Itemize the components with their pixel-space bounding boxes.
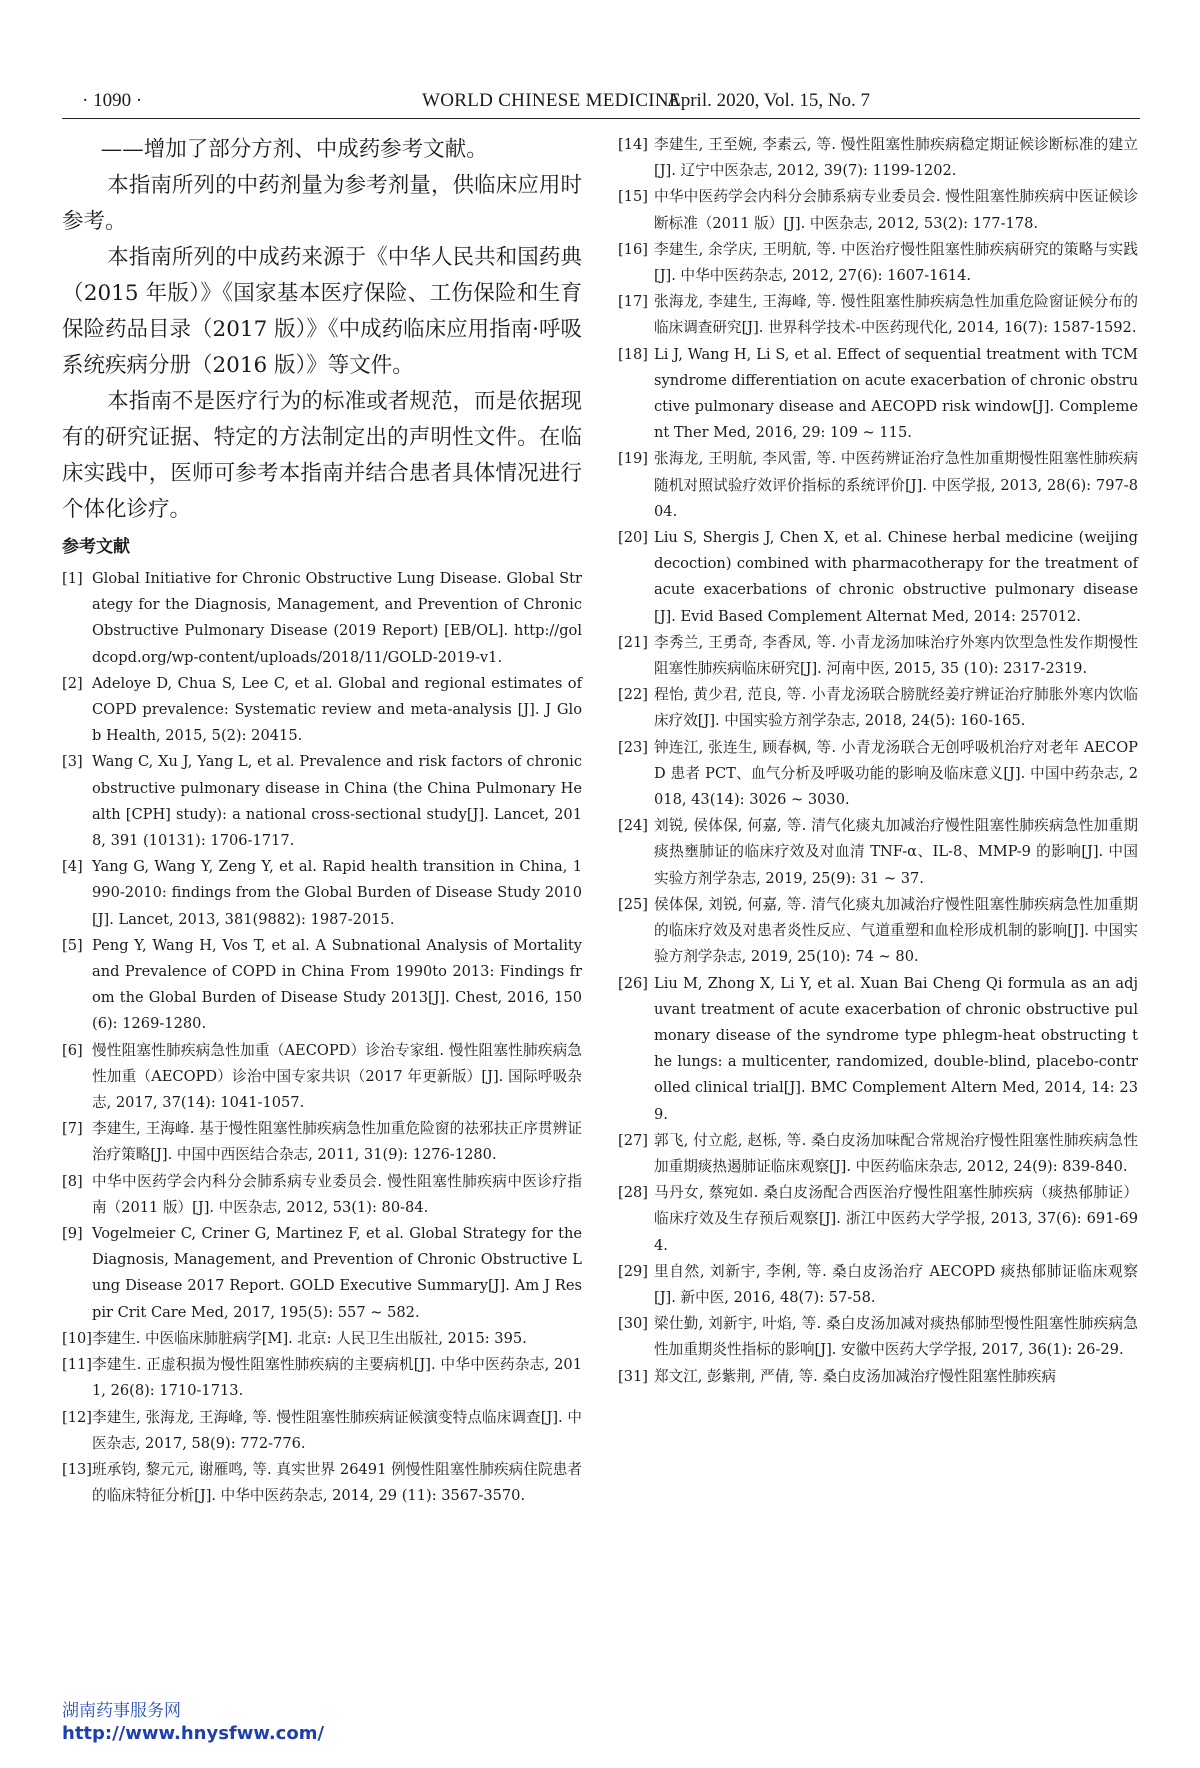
reference-number: [26] <box>618 974 648 992</box>
reference-item <box>62 1457 582 1509</box>
reference-text: 郭飞, 付立彪, 赵栎, 等. 桑白皮汤加味配合常规治疗慢性阻塞性肺疾病急性加重期痰热遏肺证临床观察[J]. 中医药临床杂志, 2012, 24(9): 839-840. <box>654 1131 1138 1175</box>
reference-number: [31] <box>618 1367 648 1385</box>
reference-number: [1] <box>62 570 83 587</box>
reference-text: 慢性阻塞性肺疾病急性加重（AECOPD）诊治专家组. 慢性阻塞性肺疾病急性加重（AECOPD）诊治中国专家共识（2017 年更新版）[J]. 国际呼吸杂志, 2017, 37(14): 1041-1057. <box>92 1041 582 1112</box>
reference-text: Yang G, Wang Y, Zeng Y, et al. Rapid health transition in China, 1990-2010: findings from the Global Burden of Disease Study 2010 [J]. Lancet, 2013, 381(9882): 1987-2015. <box>92 858 582 928</box>
reference-number: [15] <box>618 188 648 206</box>
reference-text: 李建生, 王至婉, 李素云, 等. 慢性阻塞性肺疾病稳定期证候诊断标准的建立[J]. 辽宁中医杂志, 2012, 39(7): 1199-1202. <box>654 136 1138 180</box>
reference-item <box>62 1352 582 1404</box>
reference-text: 里自然, 刘新宇, 李俐, 等. 桑白皮汤治疗 AECOPD 痰热郁肺证临床观察[J]. 新中医, 2016, 48(7): 57-58. <box>654 1262 1138 1306</box>
reference-number: [28] <box>618 1184 648 1202</box>
right-column <box>618 132 1138 1390</box>
reference-item <box>618 1128 1138 1180</box>
reference-item <box>62 566 582 671</box>
header-rule <box>62 118 1140 119</box>
reference-number: [21] <box>618 633 648 651</box>
reference-item <box>62 1326 582 1352</box>
reference-item <box>62 854 582 933</box>
reference-number: [7] <box>62 1120 83 1138</box>
left-column <box>62 132 582 1509</box>
reference-number: [10] <box>62 1329 92 1347</box>
reference-text: 马丹女, 蔡宛如. 桑白皮汤配合西医治疗慢性阻塞性肺疾病（痰热郁肺证）临床疗效及生存预后观察[J]. 浙江中医药大学学报, 2013, 37(6): 691-694. <box>654 1184 1138 1254</box>
reference-text: Li J, Wang H, Li S, et al. Effect of sequential treatment with TCM syndrome differentiation on acute exacerbation of chronic obstructive pulmonary disease and AECOPD risk window[J]. Complement Ther Med, 2016, 29: 109 ~ 115. <box>654 345 1138 442</box>
reference-number: [18] <box>618 345 648 363</box>
references-heading: 参考文献 <box>62 537 130 557</box>
reference-number: [16] <box>618 240 648 258</box>
reference-number: [9] <box>62 1225 83 1243</box>
reference-number: [14] <box>618 136 648 153</box>
reference-text: Liu S, Shergis J, Chen X, et al. Chinese herbal medicine (weijing decoction) combined with pharmacotherapy for the treatment of acute exacerbations of chronic obstructive pulmonary disease [J]. Evid Based Complement Alternat Med, 2014: 257012. <box>654 529 1138 625</box>
issue-info: April. 2020, Vol. 15, No. 7 <box>667 90 871 111</box>
reference-number: [22] <box>618 686 648 704</box>
reference-text: Vogelmeier C, Criner G, Martinez F, et al. Global Strategy for the Diagnosis, Management, and Prevention of Chronic Obstructive Lung Disease 2017 Report. GOLD Executive Summary[J]. Am J Respir Crit Care Med, 2017, 195(5): 557 ~ 582. <box>92 1225 582 1321</box>
reference-item <box>618 1180 1138 1259</box>
reference-item <box>618 342 1138 447</box>
reference-text: Wang C, Xu J, Yang L, et al. Prevalence and risk factors of chronic obstructive pulmonary disease in China (the China Pulmonary Health [CPH] study): a national cross-sectional study[J]. Lancet, 2018, 391 (10131): 1706-1717. <box>92 753 582 850</box>
reference-text: 班承钧, 黎元元, 谢雁鸣, 等. 真实世界 26491 例慢性阻塞性肺疾病住院患者的临床特征分析[J]. 中华中医药杂志, 2014, 29 (11): 3567-3570. <box>92 1460 582 1505</box>
journal-name: WORLD CHINESE MEDICINE <box>422 90 681 111</box>
body-paragraph: 本指南不是医疗行为的标准或者规范，而是依据现有的研究证据、特定的方法制定出的声明性文件。在临床实践中，医师可参考本指南并结合患者具体情况进行个体化诊疗。 <box>62 389 582 522</box>
reference-item <box>618 813 1138 892</box>
reference-text: 李建生. 正虚积损为慢性阻塞性肺疾病的主要病机[J]. 中华中医药杂志, 2011, 26(8): 1710-1713. <box>92 1356 582 1400</box>
reference-number: [30] <box>618 1315 648 1333</box>
reference-text: Peng Y, Wang H, Vos T, et al. A Subnational Analysis of Mortality and Prevalence of COPD in China From 1990to 2013: Findings from the Global Burden of Disease Study 2013[J]. Chest, 2016, 150(6): 1269-1280. <box>92 936 582 1033</box>
reference-item <box>618 132 1138 184</box>
reference-number: [2] <box>62 674 83 692</box>
reference-text: 中华中医药学会内科分会肺系病专业委员会. 慢性阻塞性肺疾病中医证候诊断标准（2011 版）[J]. 中医杂志, 2012, 53(2): 177-178. <box>654 188 1138 232</box>
reference-text: Global Initiative for Chronic Obstructive Lung Disease. Global Strategy for the Diagnosis, Management, and Prevention of Chronic Obstructive Pulmonary Disease (2019 Report) [EB/OL]. http://goldcopd.org/wp-content/uploads/2018/11/GOLD-2019-v1. <box>92 570 582 666</box>
reference-text: 郑文江, 彭紫荆, 严倩, 等. 桑白皮汤加减治疗慢性阻塞性肺疾病 <box>654 1367 1056 1385</box>
reference-number: [17] <box>618 293 648 311</box>
body-paragraph: 本指南所列的中成药来源于《中华人民共和国药典（2015 年版）》《国家基本医疗保险、工伤保险和生育保险药品目录（2017 版）》《中成药临床应用指南·呼吸系统疾病分册（2016 版）》等文件。 <box>62 245 582 378</box>
reference-number: [4] <box>62 858 83 876</box>
reference-text: Liu M, Zhong X, Li Y, et al. Xuan Bai Cheng Qi formula as an adjuvant treatment of acute exacerbation of chronic obstructive pulmonary disease of the syndrome type phlegm-heat obstructing the lungs: a multicenter, randomized, double-blind, placebo-controlled clinical trial[J]. BMC Complement Altern Med, 2014, 14: 239. <box>654 974 1138 1123</box>
watermark-footer <box>62 1700 324 1746</box>
reference-number: [11] <box>62 1356 92 1374</box>
reference-item <box>618 630 1138 682</box>
reference-item <box>62 1221 582 1326</box>
reference-text: 张海龙, 王明航, 李风雷, 等. 中医药辨证治疗急性加重期慢性阻塞性肺疾病随机对照试验疗效评价指标的系统评价[J]. 中医学报, 2013, 28(6): 797-804. <box>654 450 1138 520</box>
reference-item <box>62 933 582 1038</box>
reference-item <box>62 1038 582 1117</box>
reference-number: [12] <box>62 1408 92 1426</box>
reference-text: 李建生, 张海龙, 王海峰, 等. 慢性阻塞性肺疾病证候演变特点临床调查[J]. 中医杂志, 2017, 58(9): 772-776. <box>92 1408 582 1452</box>
reference-item <box>618 971 1138 1128</box>
body-paragraph: ——增加了部分方剂、中成药参考文献。 <box>100 137 488 162</box>
reference-item <box>618 525 1138 630</box>
reference-text: 刘锐, 侯体保, 何嘉, 等. 清气化痰丸加减治疗慢性阻塞性肺疾病急性加重期痰热壅肺证的临床疗效及对血清 TNF-α、IL-8、MMP-9 的影响[J]. 中国实验方剂学杂志, 2019, 25(9): 31 ~ 37. <box>654 817 1138 887</box>
reference-item <box>62 1116 582 1168</box>
reference-text: 李建生, 余学庆, 王明航, 等. 中医治疗慢性阻塞性肺疾病研究的策略与实践[J]. 中华中医药杂志, 2012, 27(6): 1607-1614. <box>654 240 1138 285</box>
reference-text: 李建生. 中医临床肺脏病学[M]. 北京: 人民卫生出版社, 2015: 395. <box>92 1329 527 1347</box>
site-name: 湖南药事服务网 <box>62 1701 181 1721</box>
reference-number: [25] <box>618 895 648 913</box>
reference-number: [8] <box>62 1172 83 1190</box>
reference-number: [20] <box>618 529 648 547</box>
reference-text: 中华中医药学会内科分会肺系病专业委员会. 慢性阻塞性肺疾病中医诊疗指南（2011 版）[J]. 中医杂志, 2012, 53(1): 80-84. <box>92 1172 582 1216</box>
reference-item <box>618 1259 1138 1311</box>
reference-item <box>62 1405 582 1457</box>
reference-number: [27] <box>618 1131 648 1149</box>
body-paragraph: 本指南所列的中药剂量为参考剂量，供临床应用时参考。 <box>62 173 582 234</box>
reference-number: [3] <box>62 753 83 771</box>
reference-number: [23] <box>618 738 648 756</box>
reference-number: [6] <box>62 1041 83 1059</box>
reference-item <box>618 735 1138 814</box>
reference-item <box>618 892 1138 971</box>
reference-text: 钟连江, 张连生, 顾春枫, 等. 小青龙汤联合无创呼吸机治疗对老年 AECOPD 患者 PCT、血气分析及呼吸功能的影响及临床意义[J]. 中国中药杂志, 2018, 43(14): 3026 ~ 3030. <box>654 738 1138 809</box>
reference-text: 程怡, 黄少君, 范良, 等. 小青龙汤联合膀胱经姜疗辨证治疗肺胀外寒内饮临床疗效[J]. 中国实验方剂学杂志, 2018, 24(5): 160-165. <box>654 686 1138 730</box>
reference-item <box>618 237 1138 289</box>
page-number: · 1090 · <box>82 90 143 111</box>
reference-item <box>618 289 1138 341</box>
reference-item <box>618 682 1138 734</box>
site-url-link[interactable]: http://www.hnysfww.com/ <box>62 1723 325 1744</box>
reference-text: Adeloye D, Chua S, Lee C, et al. Global and regional estimates of COPD prevalence: Systematic review and meta-analysis [J]. J Glob Health, 2015, 5(2): 20415. <box>92 674 582 745</box>
reference-number: [24] <box>618 817 648 835</box>
reference-text: 梁仕勤, 刘新宇, 叶焰, 等. 桑白皮汤加减对痰热郁肺型慢性阻塞性肺疾病急性加重期炎性指标的影响[J]. 安徽中医药大学学报, 2017, 36(1): 26-29. <box>654 1315 1138 1359</box>
reference-item <box>618 446 1138 525</box>
reference-text: 李建生, 王海峰. 基于慢性阻塞性肺疾病急性加重危险窗的祛邪扶正序贯辨证治疗策略[J]. 中国中西医结合杂志, 2011, 31(9): 1276-1280. <box>92 1120 582 1164</box>
reference-number: [19] <box>618 450 648 468</box>
reference-number: [29] <box>618 1262 648 1280</box>
reference-item <box>618 1311 1138 1363</box>
reference-text: 侯体保, 刘锐, 何嘉, 等. 清气化痰丸加减治疗慢性阻塞性肺疾病急性加重期的临床疗效及对患者炎性反应、气道重塑和血栓形成机制的影响[J]. 中国实验方剂学杂志, 2019, 25(10): 74 ~ 80. <box>654 895 1138 966</box>
reference-number: [5] <box>62 936 83 954</box>
reference-item <box>62 749 582 854</box>
reference-number: [13] <box>62 1460 92 1478</box>
reference-item <box>62 1169 582 1221</box>
reference-item <box>618 184 1138 236</box>
reference-text: 李秀兰, 王勇奇, 李香凤, 等. 小青龙汤加味治疗外寒内饮型急性发作期慢性阻塞性肺疾病临床研究[J]. 河南中医, 2015, 35 (10): 2317-2319. <box>654 633 1138 678</box>
reference-item <box>618 1364 1138 1390</box>
reference-item <box>62 671 582 750</box>
reference-text: 张海龙, 李建生, 王海峰, 等. 慢性阻塞性肺疾病急性加重危险窗证候分布的临床调查研究[J]. 世界科学技术-中医药现代化, 2014, 16(7): 1587-1592. <box>654 293 1138 337</box>
